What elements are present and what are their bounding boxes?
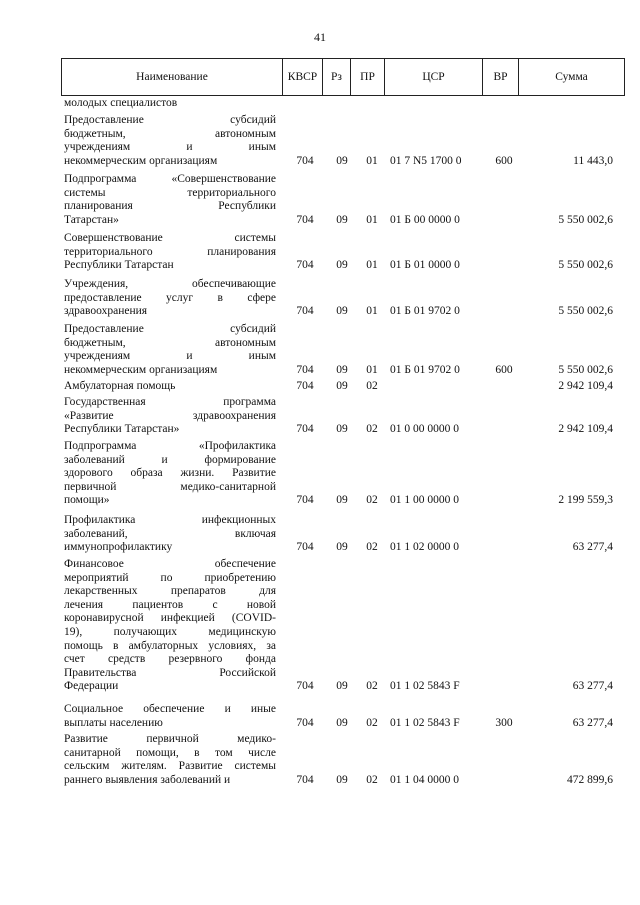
row-name-line: территориального планирования — [64, 245, 276, 258]
table-header — [61, 58, 625, 96]
row-name-line: Республики Татарстан — [64, 259, 174, 272]
cell-kvsr: 704 — [296, 259, 314, 272]
row-name-line: первичной медико-санитарной — [64, 480, 276, 493]
cell-csr: 01 1 00 0000 0 — [390, 494, 459, 507]
row-name — [64, 703, 276, 730]
row-name-line: мероприятий по приобретению — [64, 571, 276, 584]
row-name — [64, 173, 276, 227]
cell-kvsr: 704 — [296, 423, 314, 436]
cell-sum: 2 942 109,4 — [558, 380, 613, 392]
row-name-line: Государственная программа — [64, 396, 276, 408]
cell-csr: 01 7 N5 1700 0 — [390, 154, 462, 167]
cell-rz: 09 — [336, 423, 348, 436]
cell-kvsr: 704 — [296, 716, 314, 729]
row-name-line: некоммерческим организациям — [64, 363, 218, 376]
table-row — [0, 514, 640, 555]
cell-sum: 2 942 109,4 — [558, 423, 613, 436]
cell-sum: 5 550 002,6 — [558, 363, 613, 376]
row-name-line: Финансовое обеспечение — [64, 558, 276, 570]
table-row — [0, 558, 640, 694]
row-name — [64, 558, 276, 694]
row-name — [64, 232, 276, 273]
cell-sum: 2 199 559,3 — [558, 494, 613, 507]
cell-sum: 11 443,0 — [573, 154, 613, 167]
cell-csr: 01 Б 01 9702 0 — [390, 305, 460, 318]
row-name-line: Татарстан» — [64, 213, 119, 226]
table-row — [0, 703, 640, 730]
row-name-line: здравоохранения — [64, 305, 148, 318]
cell-sum: 63 277,4 — [572, 680, 613, 693]
cell-rz: 09 — [336, 716, 348, 729]
row-name-line: лечения пациентов с новой — [64, 598, 276, 611]
row-name-line: Амбулаторная помощь — [64, 380, 176, 392]
table-row — [0, 323, 640, 377]
row-name-line: сельским жителям. Развитие системы — [64, 760, 276, 773]
cell-pr: 02 — [366, 494, 378, 507]
cell-rz: 09 — [336, 494, 348, 507]
cell-vr: 300 — [495, 716, 513, 729]
cell-rz: 09 — [336, 259, 348, 272]
cell-rz: 09 — [336, 305, 348, 318]
cell-kvsr: 704 — [296, 494, 314, 507]
cell-kvsr: 704 — [296, 213, 314, 226]
row-name-line: бюджетным, автономным — [64, 336, 276, 349]
page-number: 41 — [314, 30, 326, 44]
cell-sum: 472 899,6 — [567, 773, 613, 786]
cell-kvsr: 704 — [296, 363, 314, 376]
row-name-line: лекарственных препаратов для — [64, 585, 276, 598]
cell-rz: 09 — [336, 363, 348, 376]
cell-rz: 09 — [336, 380, 348, 392]
row-name-line: Предоставление субсидий — [64, 323, 276, 335]
cell-kvsr: 704 — [296, 541, 314, 554]
cell-sum: 5 550 002,6 — [558, 305, 613, 318]
cell-csr: 01 Б 00 0000 0 — [390, 213, 460, 226]
row-name-line: иммунопрофилактику — [64, 541, 173, 554]
row-name-line: 19), получающих медицинскую — [64, 625, 276, 638]
cell-kvsr: 704 — [296, 154, 314, 167]
cell-pr: 01 — [366, 154, 378, 167]
row-name-line: планирования Республики — [64, 200, 276, 213]
row-name-line: здорового образа жизни. Развитие — [64, 467, 276, 480]
cell-vr: 600 — [495, 154, 513, 167]
row-name-line: санитарной помощи, в том числе — [64, 746, 276, 759]
row-name-line: помощь в амбулаторных условиях, за — [64, 639, 276, 652]
cell-rz: 09 — [336, 680, 348, 693]
row-name-line: Учреждения, обеспечивающие — [64, 278, 276, 290]
row-name-line: раннего выявления заболеваний и — [64, 773, 231, 786]
table-row — [0, 396, 640, 437]
cell-pr: 02 — [366, 716, 378, 729]
row-name — [64, 114, 276, 168]
table-row — [0, 733, 640, 787]
row-name-line: Республики Татарстан» — [64, 423, 180, 436]
row-name-line: Федерации — [64, 680, 119, 693]
row-name-line: Совершенствование системы — [64, 232, 276, 244]
row-name — [64, 514, 276, 555]
row-name-line: «Развитие здравоохранения — [64, 409, 276, 422]
column-header-kvsr: КВСР — [282, 59, 322, 95]
column-header-name: Наименование — [136, 71, 208, 83]
row-name-line: молодых специалистов — [64, 97, 178, 109]
row-name — [64, 396, 276, 437]
row-name — [64, 278, 276, 319]
row-name — [64, 733, 276, 787]
cell-pr: 02 — [366, 541, 378, 554]
cell-kvsr: 704 — [296, 680, 314, 693]
cell-pr: 02 — [366, 380, 378, 392]
table-row — [0, 114, 640, 168]
table-row — [0, 440, 640, 508]
cell-csr: 01 Б 01 0000 0 — [390, 259, 460, 272]
row-name-line: помощи» — [64, 494, 110, 507]
cell-sum: 63 277,4 — [572, 541, 613, 554]
row-name-line: предоставление услуг в сфере — [64, 291, 276, 304]
cell-rz: 09 — [336, 213, 348, 226]
column-header-csr: ЦСР — [384, 59, 482, 95]
cell-csr: 01 1 02 5843 F — [390, 716, 460, 729]
cell-csr: 01 1 04 0000 0 — [390, 773, 459, 786]
column-header-rz: Рз — [322, 59, 350, 95]
table-row — [0, 380, 640, 394]
cell-pr: 01 — [366, 213, 378, 226]
row-name — [64, 97, 276, 111]
cell-sum: 63 277,4 — [572, 716, 613, 729]
cell-pr: 02 — [366, 773, 378, 786]
row-name-line: учреждениям и иным — [64, 141, 276, 154]
row-name-line: счет средств резервного фонда — [64, 653, 276, 666]
row-name-line: Правительства Российской — [64, 666, 276, 679]
row-name-line: Развитие первичной медико- — [64, 733, 276, 745]
row-name-line: Социальное обеспечение и иные — [64, 703, 276, 715]
row-name-line: коронавирусной инфекцией (COVID- — [64, 612, 276, 625]
row-name-line: бюджетным, автономным — [64, 127, 276, 140]
row-name-line: системы территориального — [64, 186, 276, 199]
cell-csr: 01 0 00 0000 0 — [390, 423, 459, 436]
row-name — [64, 323, 276, 377]
cell-pr: 02 — [366, 680, 378, 693]
table-row — [0, 232, 640, 273]
cell-rz: 09 — [336, 154, 348, 167]
cell-pr: 01 — [366, 363, 378, 376]
cell-pr: 01 — [366, 259, 378, 272]
row-name — [64, 440, 276, 508]
cell-sum: 5 550 002,6 — [558, 259, 613, 272]
row-name-line: Предоставление субсидий — [64, 114, 276, 126]
column-header-sum: Сумма — [518, 59, 624, 95]
cell-rz: 09 — [336, 773, 348, 786]
row-name-line: заболеваний, включая — [64, 527, 276, 540]
row-name-line: заболеваний и формирование — [64, 453, 276, 466]
cell-kvsr: 704 — [296, 773, 314, 786]
row-name-line: некоммерческим организациям — [64, 154, 218, 167]
row-name-line: Профилактика инфекционных — [64, 514, 276, 526]
table-row — [0, 173, 640, 227]
cell-pr: 02 — [366, 423, 378, 436]
row-name-line: Подпрограмма «Профилактика — [64, 440, 276, 452]
cell-pr: 01 — [366, 305, 378, 318]
table-row — [0, 278, 640, 319]
cell-csr: 01 1 02 5843 F — [390, 680, 460, 693]
row-name-line: выплаты населению — [64, 716, 163, 729]
cell-rz: 09 — [336, 541, 348, 554]
cell-kvsr: 704 — [296, 305, 314, 318]
table-row — [0, 97, 640, 111]
column-header-vr: ВР — [482, 59, 518, 95]
row-name-line: Подпрограмма «Совершенствование — [64, 173, 276, 185]
row-name — [64, 380, 276, 394]
cell-kvsr: 704 — [296, 380, 314, 392]
row-name-line: учреждениям и иным — [64, 350, 276, 363]
cell-sum: 5 550 002,6 — [558, 213, 613, 226]
cell-csr: 01 1 02 0000 0 — [390, 541, 459, 554]
cell-csr: 01 Б 01 9702 0 — [390, 363, 460, 376]
column-header-pr: ПР — [350, 59, 384, 95]
cell-vr: 600 — [495, 363, 513, 376]
